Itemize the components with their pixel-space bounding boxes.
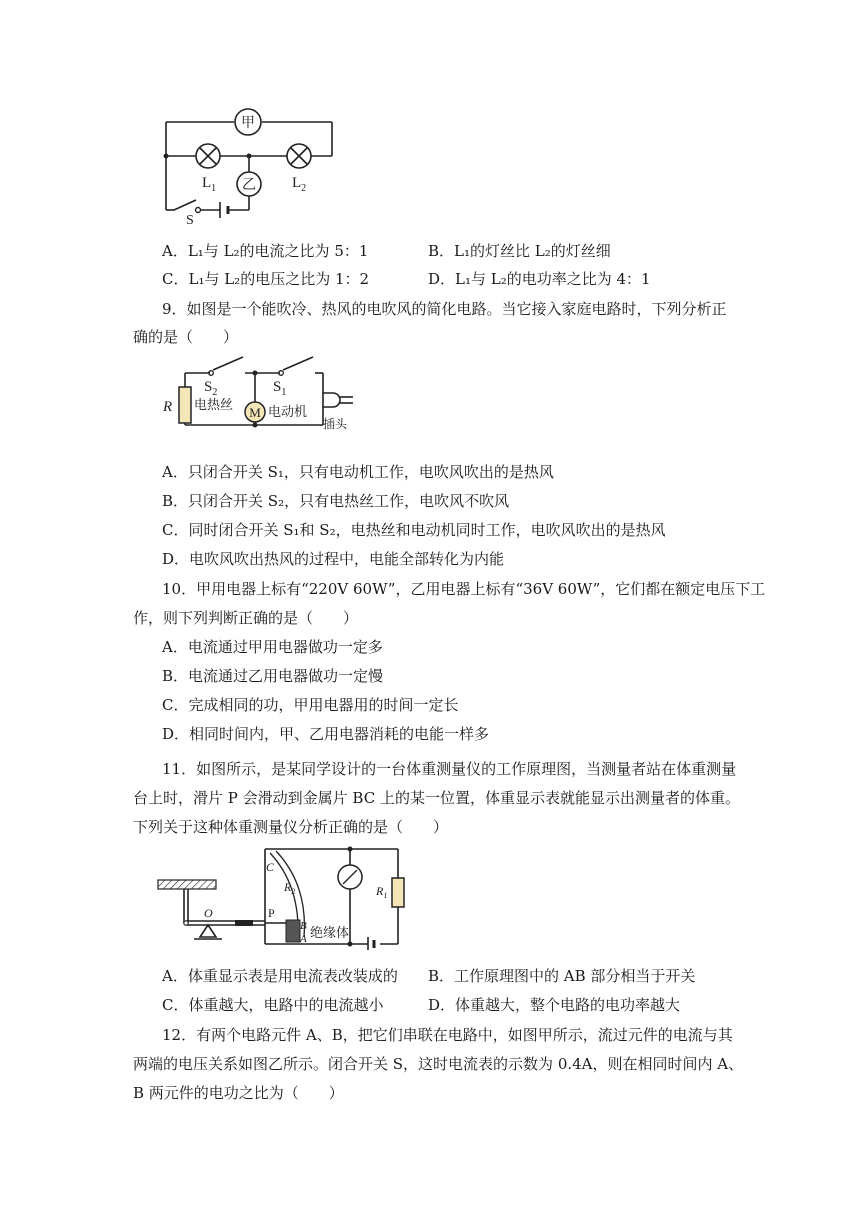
q9-option-c[interactable]: C．同时闭合开关 S₁和 S₂，电热丝和电动机同时工作，电吹风吹出的是热风 [162, 521, 666, 539]
svg-text:L1 [202, 175, 216, 194]
q9-option-a[interactable]: A．只闭合开关 S₁，只有电动机工作，电吹风吹出的是热风 [162, 463, 554, 481]
q12-stem-line1: 12．有两个电路元件 A、B，把它们串联在电路中，如图甲所示，流过元件的电流与其 [162, 1026, 733, 1044]
q10-option-a[interactable]: A．电流通过甲用电器做功一定多 [162, 638, 383, 656]
q9-option-b[interactable]: B．只闭合开关 S₂，只有电热丝工作，电吹风不吹风 [162, 492, 510, 510]
q8-option-a[interactable]: A．L₁与 L₂的电流之比为 5：1 [162, 242, 369, 260]
label-heater: 电热丝 [194, 397, 234, 412]
label-m: M [249, 405, 261, 420]
label-jia: 甲 [241, 116, 255, 131]
q10-option-d[interactable]: D．相同时间内，甲、乙用电器消耗的电能一样多 [162, 725, 490, 743]
label-b: B [300, 920, 307, 932]
label-a: A [300, 933, 307, 945]
label-l1: L [202, 175, 212, 191]
label-plug: 插头 [323, 417, 348, 431]
svg-text:R1 [375, 884, 387, 900]
q11-stem-line1: 11．如图所示，是某同学设计的一台体重测量仪的工作原理图，当测量者站在体重测量 [162, 760, 737, 778]
label-r1: R [376, 884, 384, 898]
q11-option-a[interactable]: A．体重显示表是用电流表改装成的 [162, 967, 398, 985]
label-l2: L [292, 175, 302, 191]
lamp-l1-icon [196, 144, 220, 168]
lamp-l2-icon [287, 144, 311, 168]
svg-text:S2 [204, 379, 217, 398]
label-r: R [163, 399, 173, 415]
q8-circuit-diagram [150, 100, 350, 225]
label-l2-sub: 2 [301, 183, 307, 194]
heater-resistor-icon [179, 387, 191, 423]
q8-option-b[interactable]: B．L₁的灯丝比 L₂的灯丝细 [428, 242, 611, 260]
label-r1-sub: 1 [383, 891, 388, 900]
q9-circuit-diagram [155, 355, 370, 440]
q8-option-c[interactable]: C．L₁与 L₂的电压之比为 1：2 [162, 270, 370, 288]
label-s: S [186, 213, 194, 225]
q12-stem-line2: 两端的电压关系如图乙所示。闭合开关 S，这时电流表的示数为 0.4A，则在相同时间内 A、 [133, 1055, 744, 1073]
q11-circuit-diagram [150, 845, 410, 950]
label-r2-sub: 2 [291, 887, 296, 896]
q11-option-c[interactable]: C．体重越大，电路中的电流越小 [162, 996, 384, 1014]
svg-text:R2 [283, 880, 295, 896]
q10-stem-line1: 10．甲用电器上标有“220V 60W”，乙用电器上标有“36V 60W”，它们都在额定电压下工 [162, 580, 766, 598]
platform-icon [158, 880, 216, 889]
resistor-r1-icon [392, 878, 404, 907]
label-insulator: 绝缘体 [310, 925, 350, 940]
label-o: O [204, 906, 213, 920]
label-p: P [268, 906, 275, 920]
label-r2: R [284, 880, 292, 894]
q11-option-b[interactable]: B．工作原理图中的 AB 部分相当于开关 [428, 967, 696, 985]
svg-text:L2 [292, 175, 306, 194]
q12-stem-line3: B 两元件的电功之比为（ ） [133, 1084, 344, 1102]
q10-stem-line2: 作，则下列判断正确的是（ ） [133, 609, 359, 627]
q11-option-d[interactable]: D．体重越大，整个电路的电功率越大 [428, 996, 681, 1014]
label-s2-sub: 2 [212, 387, 218, 398]
label-s1-sub: 1 [281, 387, 287, 398]
weight-meter-icon [338, 865, 362, 889]
label-motor: 电动机 [268, 404, 308, 419]
q9-stem-line2: 确的是（ ） [133, 328, 239, 346]
q10-option-c[interactable]: C．完成相同的功，甲用电器用的时间一定长 [162, 696, 459, 714]
label-l1-sub: 1 [211, 183, 217, 194]
q9-option-d[interactable]: D．电吹风吹出热风的过程中，电能全部转化为内能 [162, 550, 505, 568]
label-s2: S [204, 379, 213, 395]
label-s1: S [273, 379, 282, 395]
svg-text:S1 [273, 379, 286, 398]
q9-stem-line1: 9．如图是一个能吹冷、热风的电吹风的简化电路。当它接入家庭电路时，下列分析正 [162, 300, 727, 318]
q10-option-b[interactable]: B．电流通过乙用电器做功一定慢 [162, 667, 384, 685]
q8-option-d[interactable]: D．L₁与 L₂的电功率之比为 4：1 [428, 270, 651, 288]
q11-stem-line3: 下列关于这种体重测量仪分析正确的是（ ） [133, 818, 449, 836]
label-yi: 乙 [242, 178, 256, 193]
label-c: C [266, 860, 275, 874]
q11-stem-line2: 台上时，滑片 P 会滑动到金属片 BC 上的某一位置，体重显示表就能显示出测量者的体重。 [133, 789, 740, 807]
